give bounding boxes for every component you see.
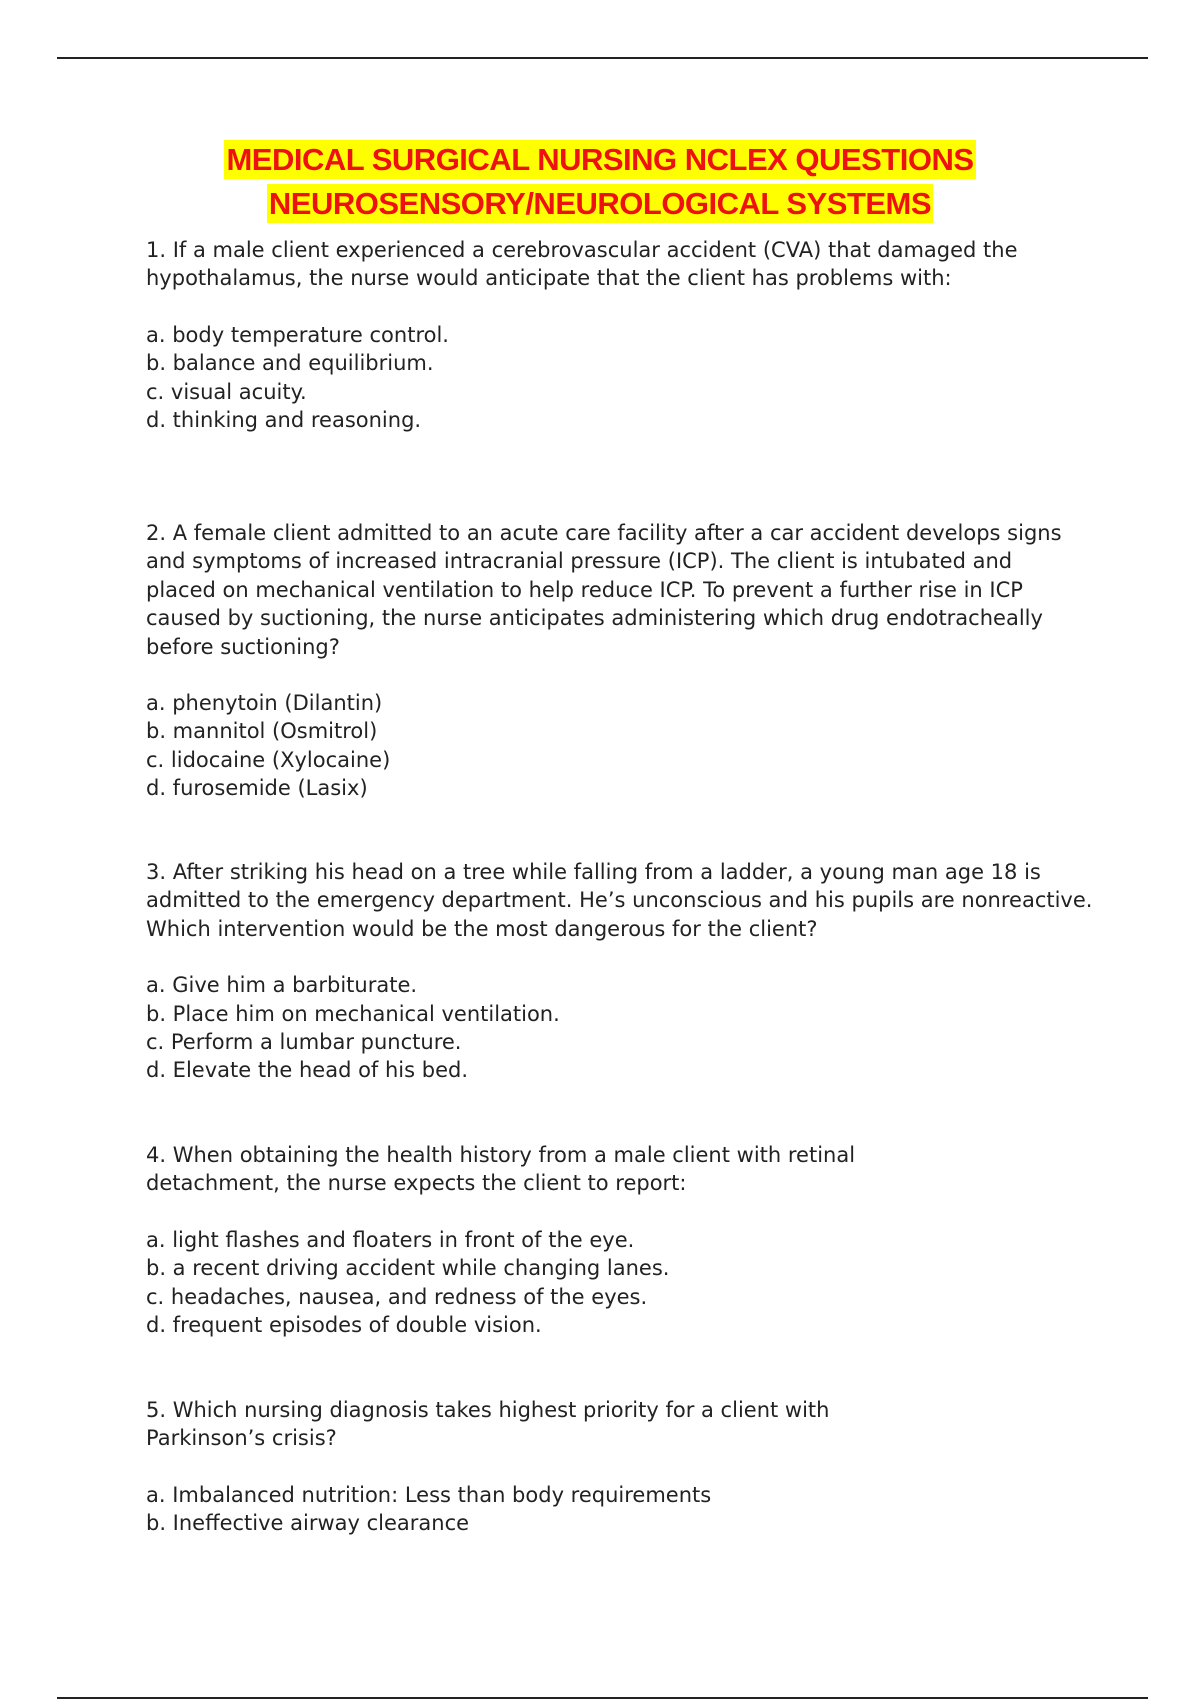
answer-option: c. headaches, nausea, and redness of the eyes. — [146, 1284, 648, 1309]
title-line-2: NEUROSENSORY/NEUROLOGICAL SYSTEMS — [268, 186, 932, 221]
answer-option: c. lidocaine (Xylocaine) — [146, 747, 391, 772]
answer-option: d. furosemide (Lasix) — [146, 776, 368, 801]
document-title — [0, 138, 1200, 226]
question-5 — [146, 1396, 926, 1538]
answer-option: a. Give him a barbiturate. — [146, 973, 418, 998]
answer-option: a. light flashes and floaters in front of the eye. — [146, 1227, 635, 1252]
answer-option: c. visual acuity. — [146, 379, 307, 404]
question-text: 3. After striking his head on a tree while falling from a ladder, a young man age 18 is admitted to the emergency department. He’s unconscious and his pupils are nonreactive. Which intervention would be the most dangerous for the client? — [146, 860, 1093, 941]
question-text: 4. When obtaining the health history from a male client with retinal detachment, the nurse expects the client to report: — [146, 1143, 856, 1196]
answer-option: a. phenytoin (Dilantin) — [146, 691, 383, 716]
answer-option: b. mannitol (Osmitrol) — [146, 719, 378, 744]
question-text: 2. A female client admitted to an acute care facility after a car accident develops signs and symptoms of increased intracranial pressure (ICP). The client is intubated and placed on mechanical ventilation to help reduce ICP. To prevent a further rise in ICP caused by suctioning, the nurse anticipates administering which drug endotracheally before suctioning? — [146, 521, 1062, 659]
answer-option: a. body temperature control. — [146, 322, 449, 347]
question-4 — [146, 1141, 986, 1339]
answer-option: a. Imbalanced nutrition: Less than body requirements — [146, 1482, 712, 1507]
title-line-1: MEDICAL SURGICAL NURSING NCLEX QUESTIONS — [226, 142, 974, 177]
question-3 — [146, 858, 1106, 1085]
top-rule — [57, 57, 1148, 59]
answer-option: d. Elevate the head of his bed. — [146, 1058, 469, 1083]
answer-option: b. Ineffective airway clearance — [146, 1511, 470, 1536]
answer-option: c. Perform a lumbar puncture. — [146, 1030, 462, 1055]
question-text: 1. If a male client experienced a cerebrovascular accident (CVA) that damaged the hypothalamus, the nurse would anticipate that the client has problems with: — [146, 238, 1018, 291]
question-2 — [146, 519, 1086, 803]
answer-option: d. frequent episodes of double vision. — [146, 1313, 542, 1338]
answer-option: b. a recent driving accident while changing lanes. — [146, 1256, 670, 1281]
bottom-rule — [57, 1697, 1148, 1699]
answer-option: b. balance and equilibrium. — [146, 351, 434, 376]
question-1 — [146, 236, 1086, 434]
answer-option: d. thinking and reasoning. — [146, 408, 422, 433]
question-text: 5. Which nursing diagnosis takes highest priority for a client with Parkinson’s crisis? — [146, 1398, 830, 1451]
answer-option: b. Place him on mechanical ventilation. — [146, 1001, 560, 1026]
